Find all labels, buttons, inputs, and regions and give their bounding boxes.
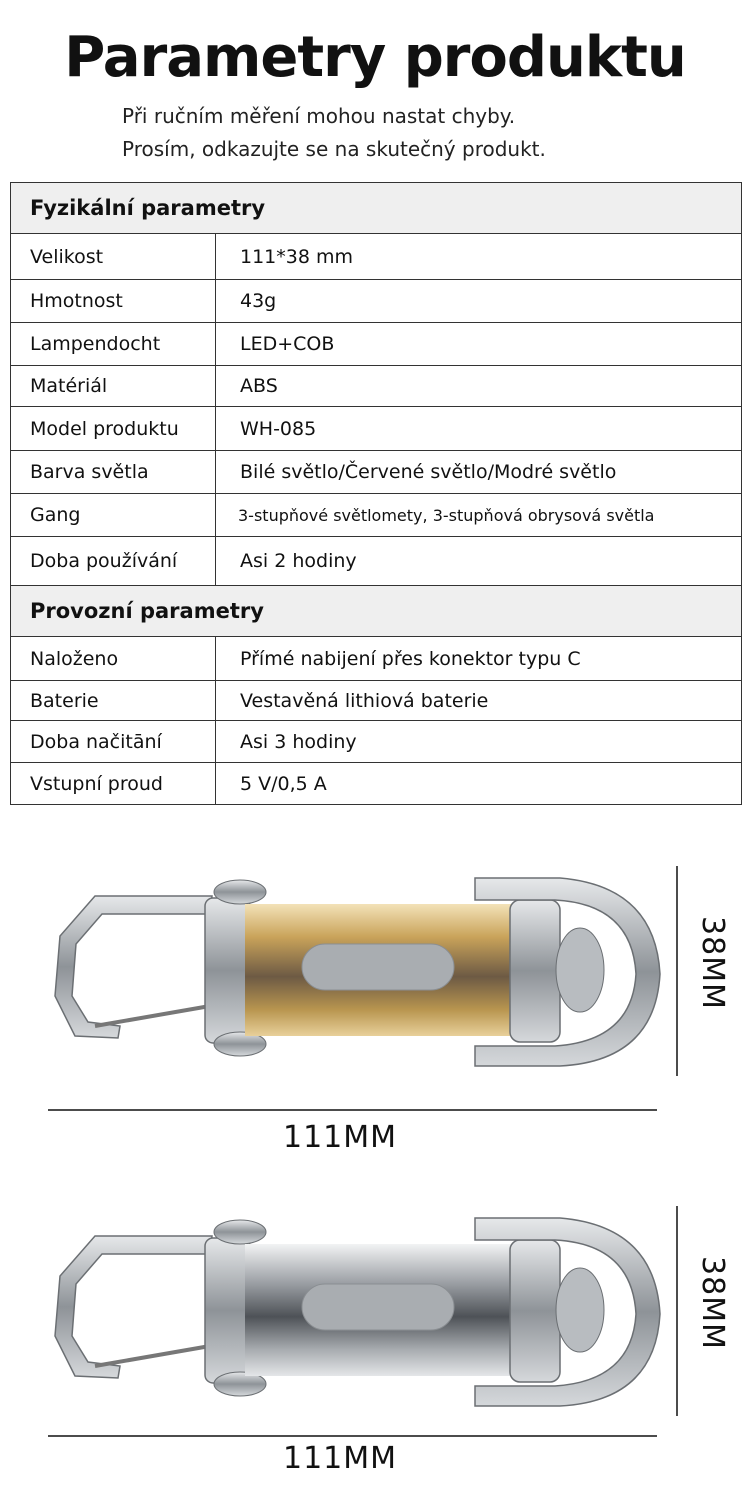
spec-label: Barva světla [11, 451, 216, 494]
spec-value: 111*38 mm [216, 234, 742, 280]
spec-value: LED+COB [216, 323, 742, 366]
table-row [11, 637, 742, 681]
spec-label: Doba používání [11, 537, 216, 586]
table-row [11, 721, 742, 763]
table-row [11, 537, 742, 586]
section-title: Provozní parametry [11, 586, 742, 637]
table-row [11, 407, 742, 451]
spec-value: WH-085 [216, 407, 742, 451]
spec-label: Hmotnost [11, 280, 216, 323]
spec-label: Vstupní proud [11, 763, 216, 805]
section-header-physical [11, 183, 742, 234]
spec-label: Gang [11, 494, 216, 537]
product-figure-silver [0, 1196, 750, 1486]
height-dimension-label: 38MM [695, 1256, 730, 1350]
spec-label: Model produktu [11, 407, 216, 451]
table-row [11, 366, 742, 407]
length-dimension-label: 111MM [282, 1120, 398, 1155]
spec-label: Lampendocht [11, 323, 216, 366]
spec-value: 3-stupňové světlomety, 3-stupňová obrysová světla [216, 494, 742, 537]
product-figure-gold [0, 856, 750, 1156]
flashlight-illustration-gold [0, 856, 750, 1156]
length-dimension-label: 111MM [282, 1441, 398, 1476]
spec-label: Doba načitāní [11, 721, 216, 763]
table-row [11, 451, 742, 494]
measurement-note-line-1: Při ručním měření mohou nastat chyby. [122, 104, 516, 128]
spec-value: ABS [216, 366, 742, 407]
table-row [11, 234, 742, 280]
section-header-operation [11, 586, 742, 637]
spec-label: Matériál [11, 366, 216, 407]
table-row [11, 681, 742, 721]
spec-value: 43g [216, 280, 742, 323]
spec-value: Bilé světlo/Červené světlo/Modré světlo [216, 451, 742, 494]
table-row [11, 280, 742, 323]
section-title: Fyzikální parametry [11, 183, 742, 234]
spec-table [10, 182, 742, 805]
spec-value: Vestavěná lithiová baterie [216, 681, 742, 721]
spec-value: 5 V/0,5 A [216, 763, 742, 805]
table-row [11, 323, 742, 366]
spec-label: Naloženo [11, 637, 216, 681]
table-row [11, 494, 742, 537]
spec-label: Velikost [11, 234, 216, 280]
height-dimension-label: 38MM [695, 916, 730, 1010]
spec-label: Baterie [11, 681, 216, 721]
table-row [11, 763, 742, 805]
measurement-note-line-2: Prosím, odkazujte se na skutečný produkt. [122, 137, 546, 161]
page-title: Parametry produktu [64, 25, 686, 90]
flashlight-illustration-silver [0, 1196, 750, 1446]
spec-value: Asi 3 hodiny [216, 721, 742, 763]
spec-value: Asi 2 hodiny [216, 537, 742, 586]
spec-value: Přímé nabijení přes konektor typu C [216, 637, 742, 681]
